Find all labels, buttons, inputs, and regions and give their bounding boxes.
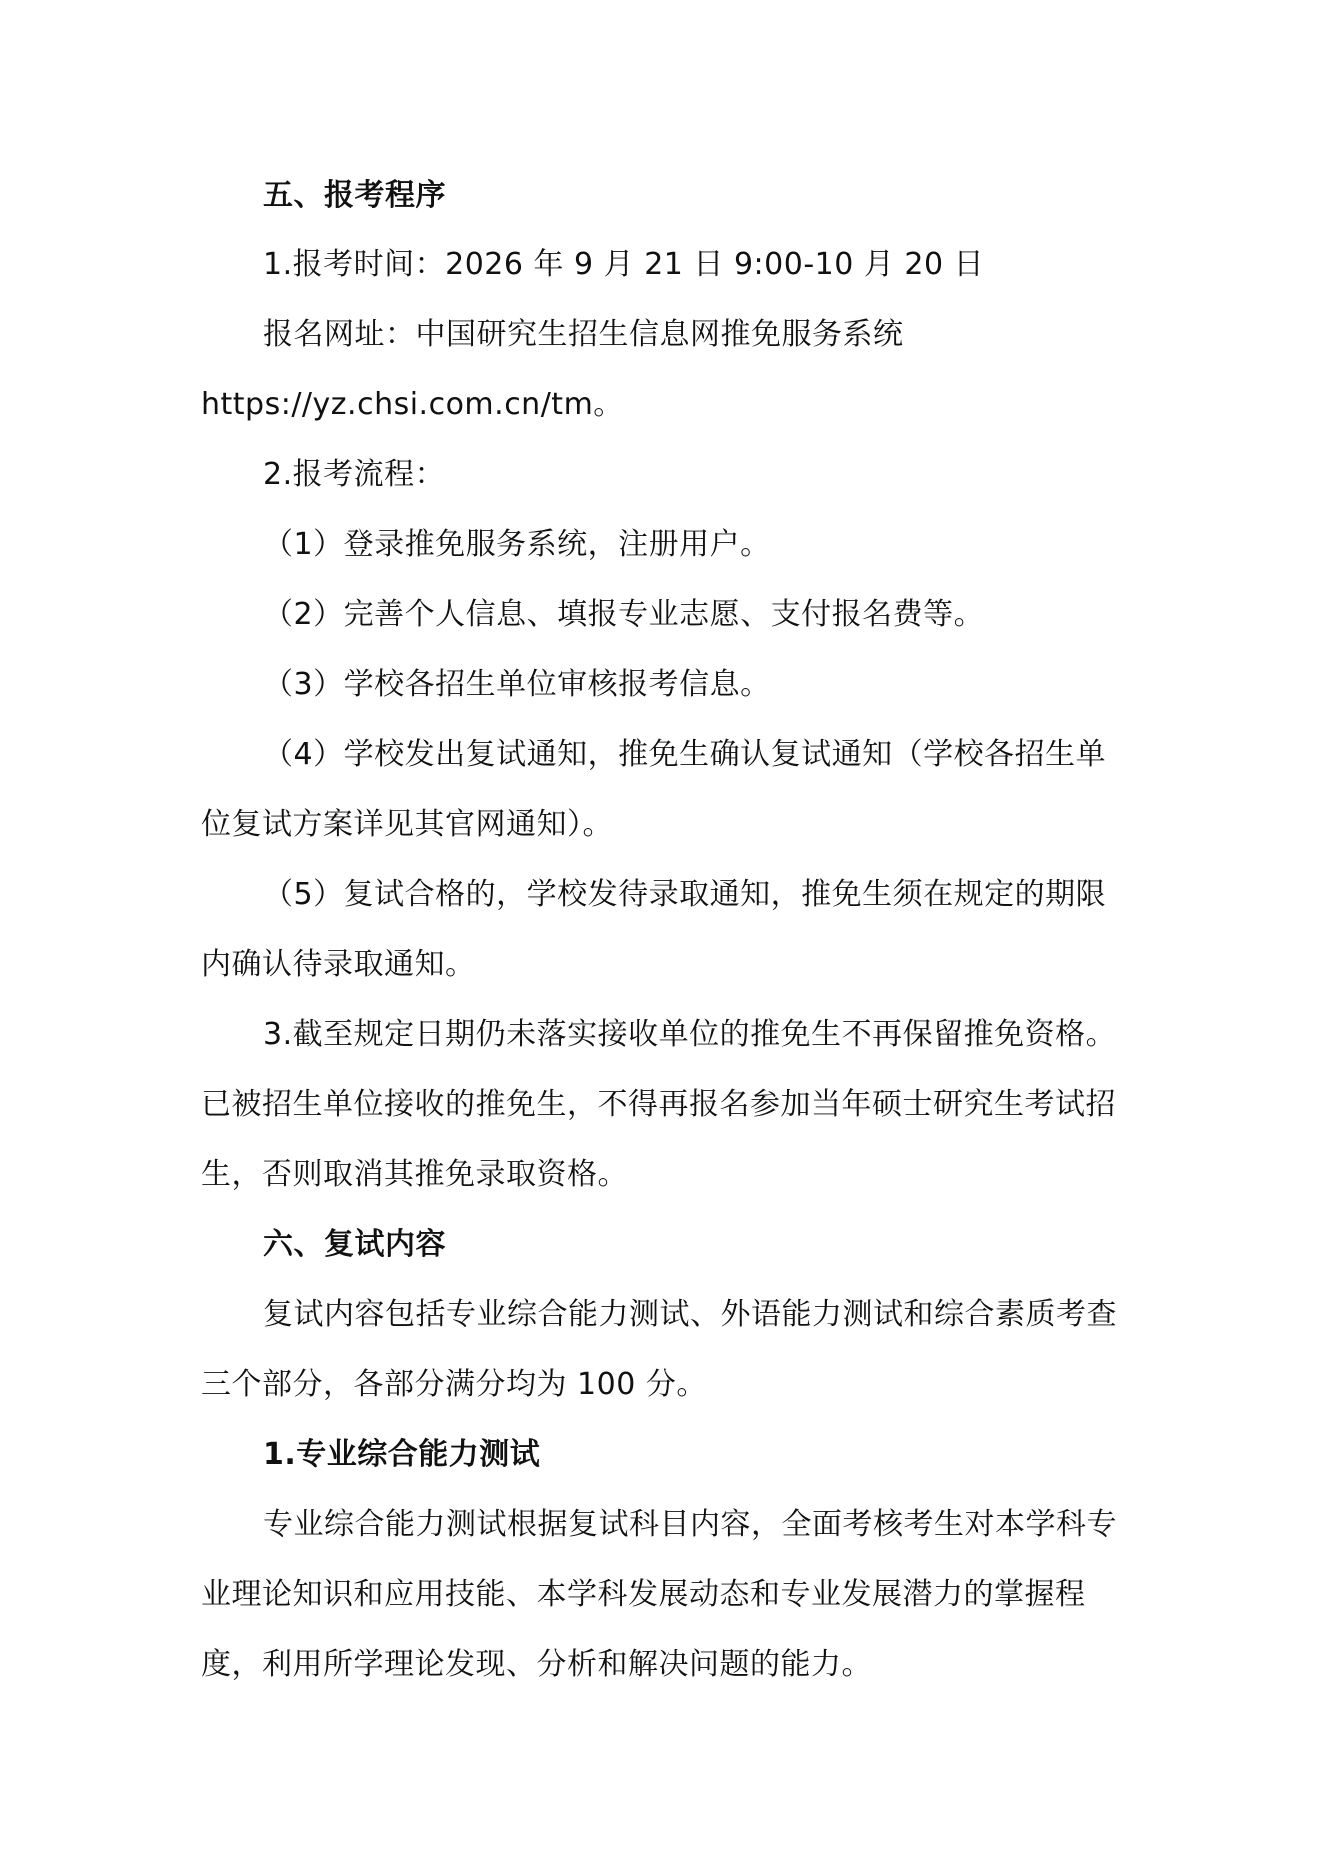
process-step-1: （1）登录推免服务系统，注册用户。	[263, 527, 771, 562]
apply-time-line: 1.报考时间：2026 年 9 月 21 日 9:00-10 月 20 日	[263, 247, 985, 282]
section6-intro-line1: 复试内容包括专业综合能力测试、外语能力测试和综合素质考查	[263, 1297, 1117, 1332]
process-step-4-line2: 位复试方案详见其官网通知）。	[201, 807, 613, 842]
apply-site-line: 报名网址：中国研究生招生信息网推免服务系统	[263, 317, 904, 352]
item3-line1: 3.截至规定日期仍未落实接收单位的推免生不再保留推免资格。	[263, 1017, 1117, 1052]
item3-line3: 生，否则取消其推免录取资格。	[201, 1157, 628, 1192]
subsection1-line3: 度，利用所学理论发现、分析和解决问题的能力。	[201, 1647, 872, 1682]
process-step-4-line1: （4）学校发出复试通知，推免生确认复试通知（学校各招生单	[263, 737, 1107, 772]
subsection1-line2: 业理论知识和应用技能、本学科发展动态和专业发展潜力的掌握程	[201, 1577, 1086, 1612]
item3-line2: 已被招生单位接收的推免生，不得再报名参加当年硕士研究生考试招	[201, 1087, 1116, 1122]
subsection1-heading: 1.专业综合能力测试	[263, 1437, 541, 1472]
process-step-5-line1: （5）复试合格的，学校发待录取通知，推免生须在规定的期限	[263, 877, 1107, 912]
process-step-2: （2）完善个人信息、填报专业志愿、支付报名费等。	[263, 597, 985, 632]
apply-site-url: https://yz.chsi.com.cn/tm。	[201, 387, 624, 422]
section5-heading: 五、报考程序	[263, 178, 446, 213]
process-step-5-line2: 内确认待录取通知。	[201, 947, 476, 982]
section6-intro-line2: 三个部分，各部分满分均为 100 分。	[201, 1367, 707, 1402]
subsection1-line1: 专业综合能力测试根据复试科目内容，全面考核考生对本学科专	[263, 1507, 1117, 1542]
section6-heading: 六、复试内容	[263, 1227, 446, 1262]
process-heading: 2.报考流程：	[263, 457, 446, 492]
process-step-3: （3）学校各招生单位审核报考信息。	[263, 667, 771, 702]
